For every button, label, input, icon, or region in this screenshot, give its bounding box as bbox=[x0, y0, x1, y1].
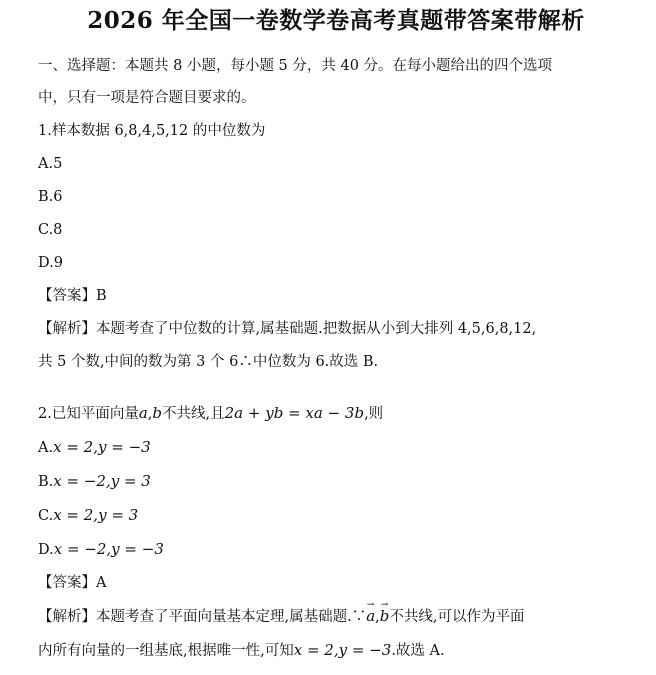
question-2-analysis-line-1 bbox=[38, 606, 634, 627]
vector-b-symbol: b bbox=[152, 404, 163, 422]
stem-comma: , bbox=[147, 406, 153, 422]
question-2-analysis-line-2 bbox=[38, 640, 634, 661]
question-1-option-b: B.6 bbox=[38, 189, 63, 205]
analysis-x-value: x = 2, bbox=[293, 641, 339, 659]
question-2-stem-prefix: 2.已知平面向量 bbox=[38, 406, 139, 422]
vector-a-arrow-symbol: → a bbox=[366, 606, 375, 626]
analysis-line-2-prefix: 内所有向量的一组基底,根据唯一性,可知 bbox=[38, 643, 294, 659]
question-2-option-a bbox=[38, 437, 634, 458]
analysis-rest: 不共线,可以作为平面 bbox=[389, 609, 525, 625]
question-1-analysis-line-1: 【解析】本题考查了中位数的计算,属基础题.把数据从小到大排列 4,5,6,8,12, bbox=[38, 321, 537, 337]
question-2-option-b bbox=[38, 471, 634, 492]
option-y-value: y = −3 bbox=[111, 540, 164, 558]
question-1-option-a: A.5 bbox=[38, 156, 63, 172]
option-letter: C. bbox=[38, 508, 54, 524]
question-2-equation: 2a + yb = xa − 3b bbox=[224, 404, 365, 422]
section-instructions-line-2: 中，只有一项是符合题目要求的。 bbox=[38, 90, 256, 106]
question-2-stem bbox=[38, 403, 634, 424]
option-y-value: y = 3 bbox=[110, 472, 151, 490]
question-1-option-d: D.9 bbox=[38, 255, 63, 271]
option-x-value: x = −2, bbox=[53, 472, 111, 490]
analysis-suffix: .故选 A. bbox=[391, 643, 445, 659]
option-letter: B. bbox=[38, 474, 54, 490]
section-instructions-line-1: 一、选择题：本题共 8 小题，每小题 5 分，共 40 分。在每小题给出的四个选项 bbox=[38, 58, 553, 74]
question-1-analysis-line-2: 共 5 个数,中间的数为第 3 个 6∴中位数为 6.故选 B. bbox=[38, 354, 379, 370]
question-2-stem-middle: 不共线,且 bbox=[162, 406, 225, 422]
vector-b-arrow-symbol: → b bbox=[380, 606, 390, 626]
analysis-comma: , bbox=[375, 609, 380, 625]
question-2-option-c bbox=[38, 505, 634, 526]
option-y-value: y = −3 bbox=[97, 438, 151, 456]
vector-a-symbol: a bbox=[138, 404, 148, 422]
question-2-stem-suffix: ,则 bbox=[364, 406, 384, 422]
question-2-answer: 【答案】A bbox=[38, 575, 107, 591]
question-1-option-c: C.8 bbox=[38, 222, 63, 238]
option-x-value: x = 2, bbox=[53, 438, 98, 456]
option-letter: A. bbox=[38, 440, 54, 456]
analysis-prefix: 【解析】本题考查了平面向量基本定理,属基础题.∵ bbox=[38, 609, 367, 625]
option-y-value: y = 3 bbox=[98, 506, 139, 524]
question-1-stem: 1.样本数据 6,8,4,5,12 的中位数为 bbox=[38, 123, 266, 139]
option-x-value: x = 2, bbox=[53, 506, 99, 524]
option-letter: D. bbox=[38, 542, 54, 558]
question-1-answer: 【答案】B bbox=[38, 288, 107, 304]
analysis-y-value: y = −3 bbox=[338, 641, 392, 659]
question-2-option-d bbox=[38, 539, 634, 560]
option-x-value: x = −2, bbox=[53, 540, 112, 558]
page-title: 2026 年全国一卷数学卷高考真题带答案带解析 bbox=[87, 7, 585, 34]
